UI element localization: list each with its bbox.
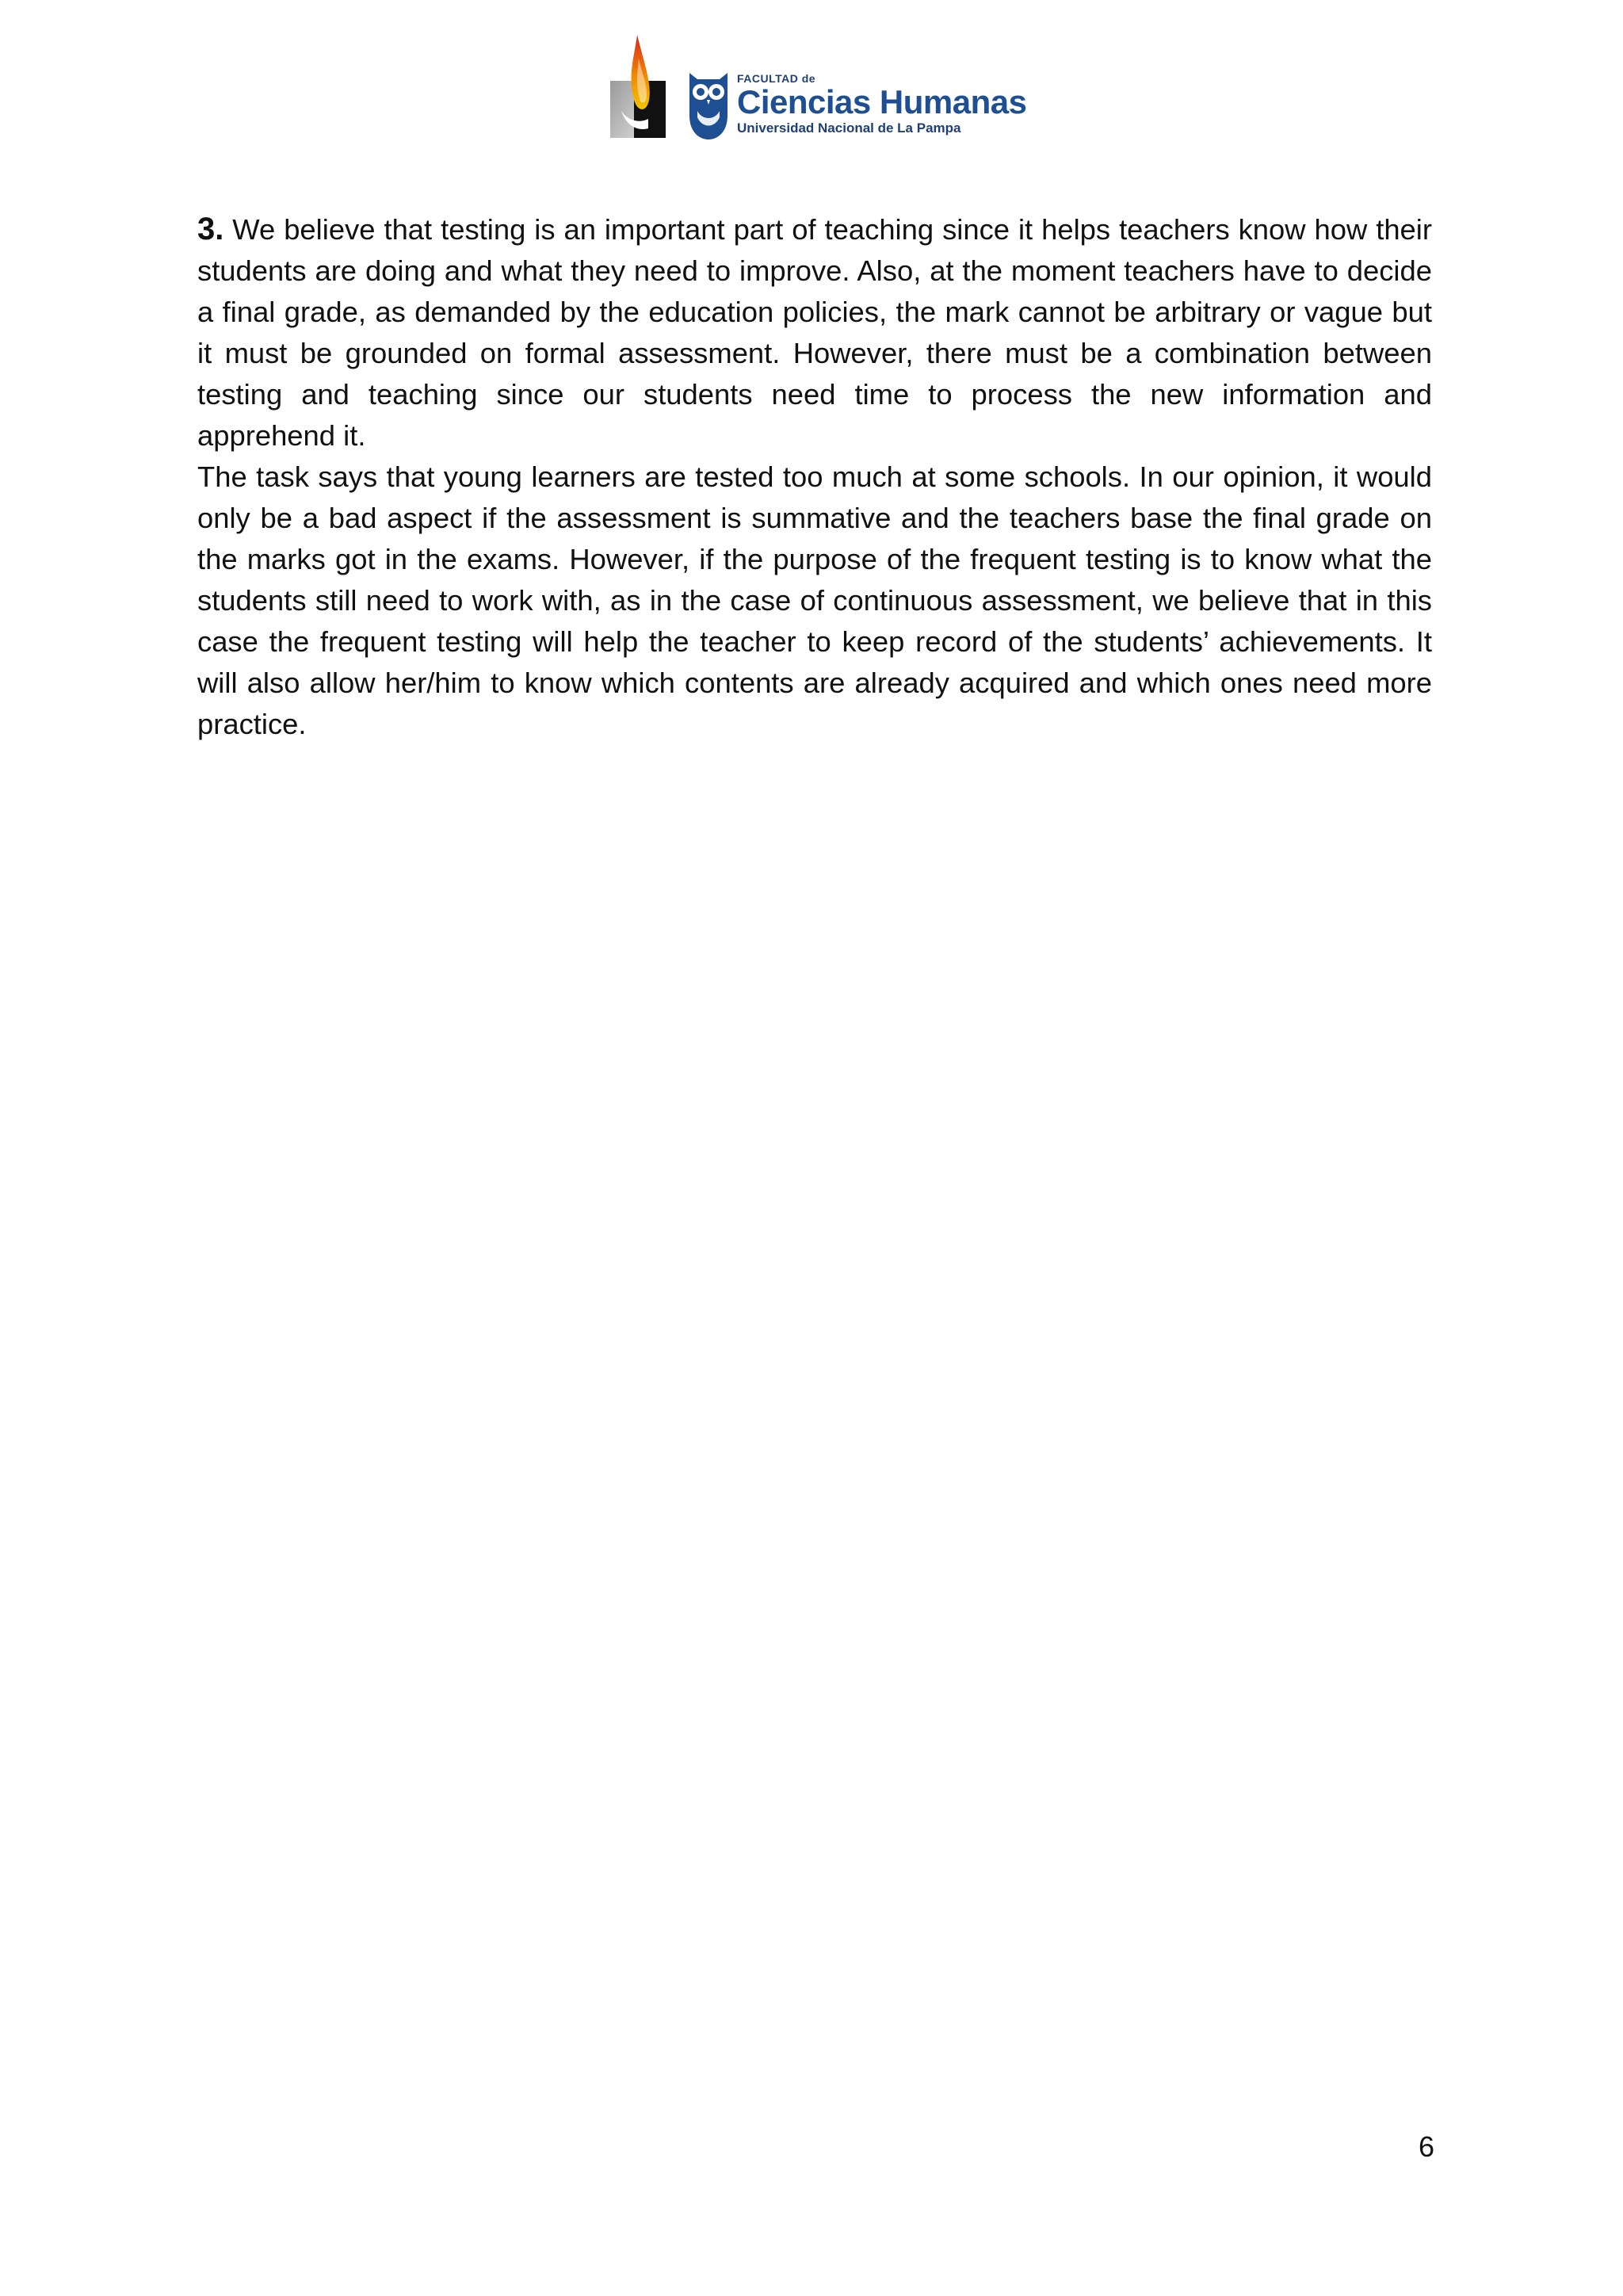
faculty-label: FACULTAD de: [737, 72, 816, 85]
university-crest-icon: [610, 35, 666, 141]
owl-icon: [683, 65, 734, 141]
paragraph-2: The task says that young learners are tested too much at some schools. In our opinion, it would only be a bad aspect if the assessment is summative and the teachers base the final grade on the marks got in the exams. However, if the purpose of the frequent testing is to know what the students still need to work with, as in the case of continuous assessment, we believe that in this case the frequent testing will help the teacher to keep record of the students’ achievements. It will also allow her/him to know which contents are already acquired and which ones need more practice.: [197, 460, 1432, 740]
university-name: Universidad Nacional de La Pampa: [737, 120, 961, 136]
faculty-logo-text: [737, 72, 1027, 136]
section-number: 3.: [197, 212, 224, 246]
faculty-name: Ciencias Humanas: [737, 83, 1027, 120]
document-body: [197, 208, 1432, 745]
header-logo: [610, 35, 1027, 146]
paragraph-1: [197, 208, 1432, 457]
paragraph-1-text: We believe that testing is an important part of teaching since it helps teachers know how their students are doing and what they need to improve. Also, at the moment teachers have to decide a final grade, as demanded by the education policies, the mark cannot be arbitrary or vague but it must be grounded on formal assessment. However, there must be a combination between testing and teaching since our students need time to process the new information and apprehend it.: [197, 213, 1432, 452]
page-number: 6: [1418, 2130, 1434, 2163]
